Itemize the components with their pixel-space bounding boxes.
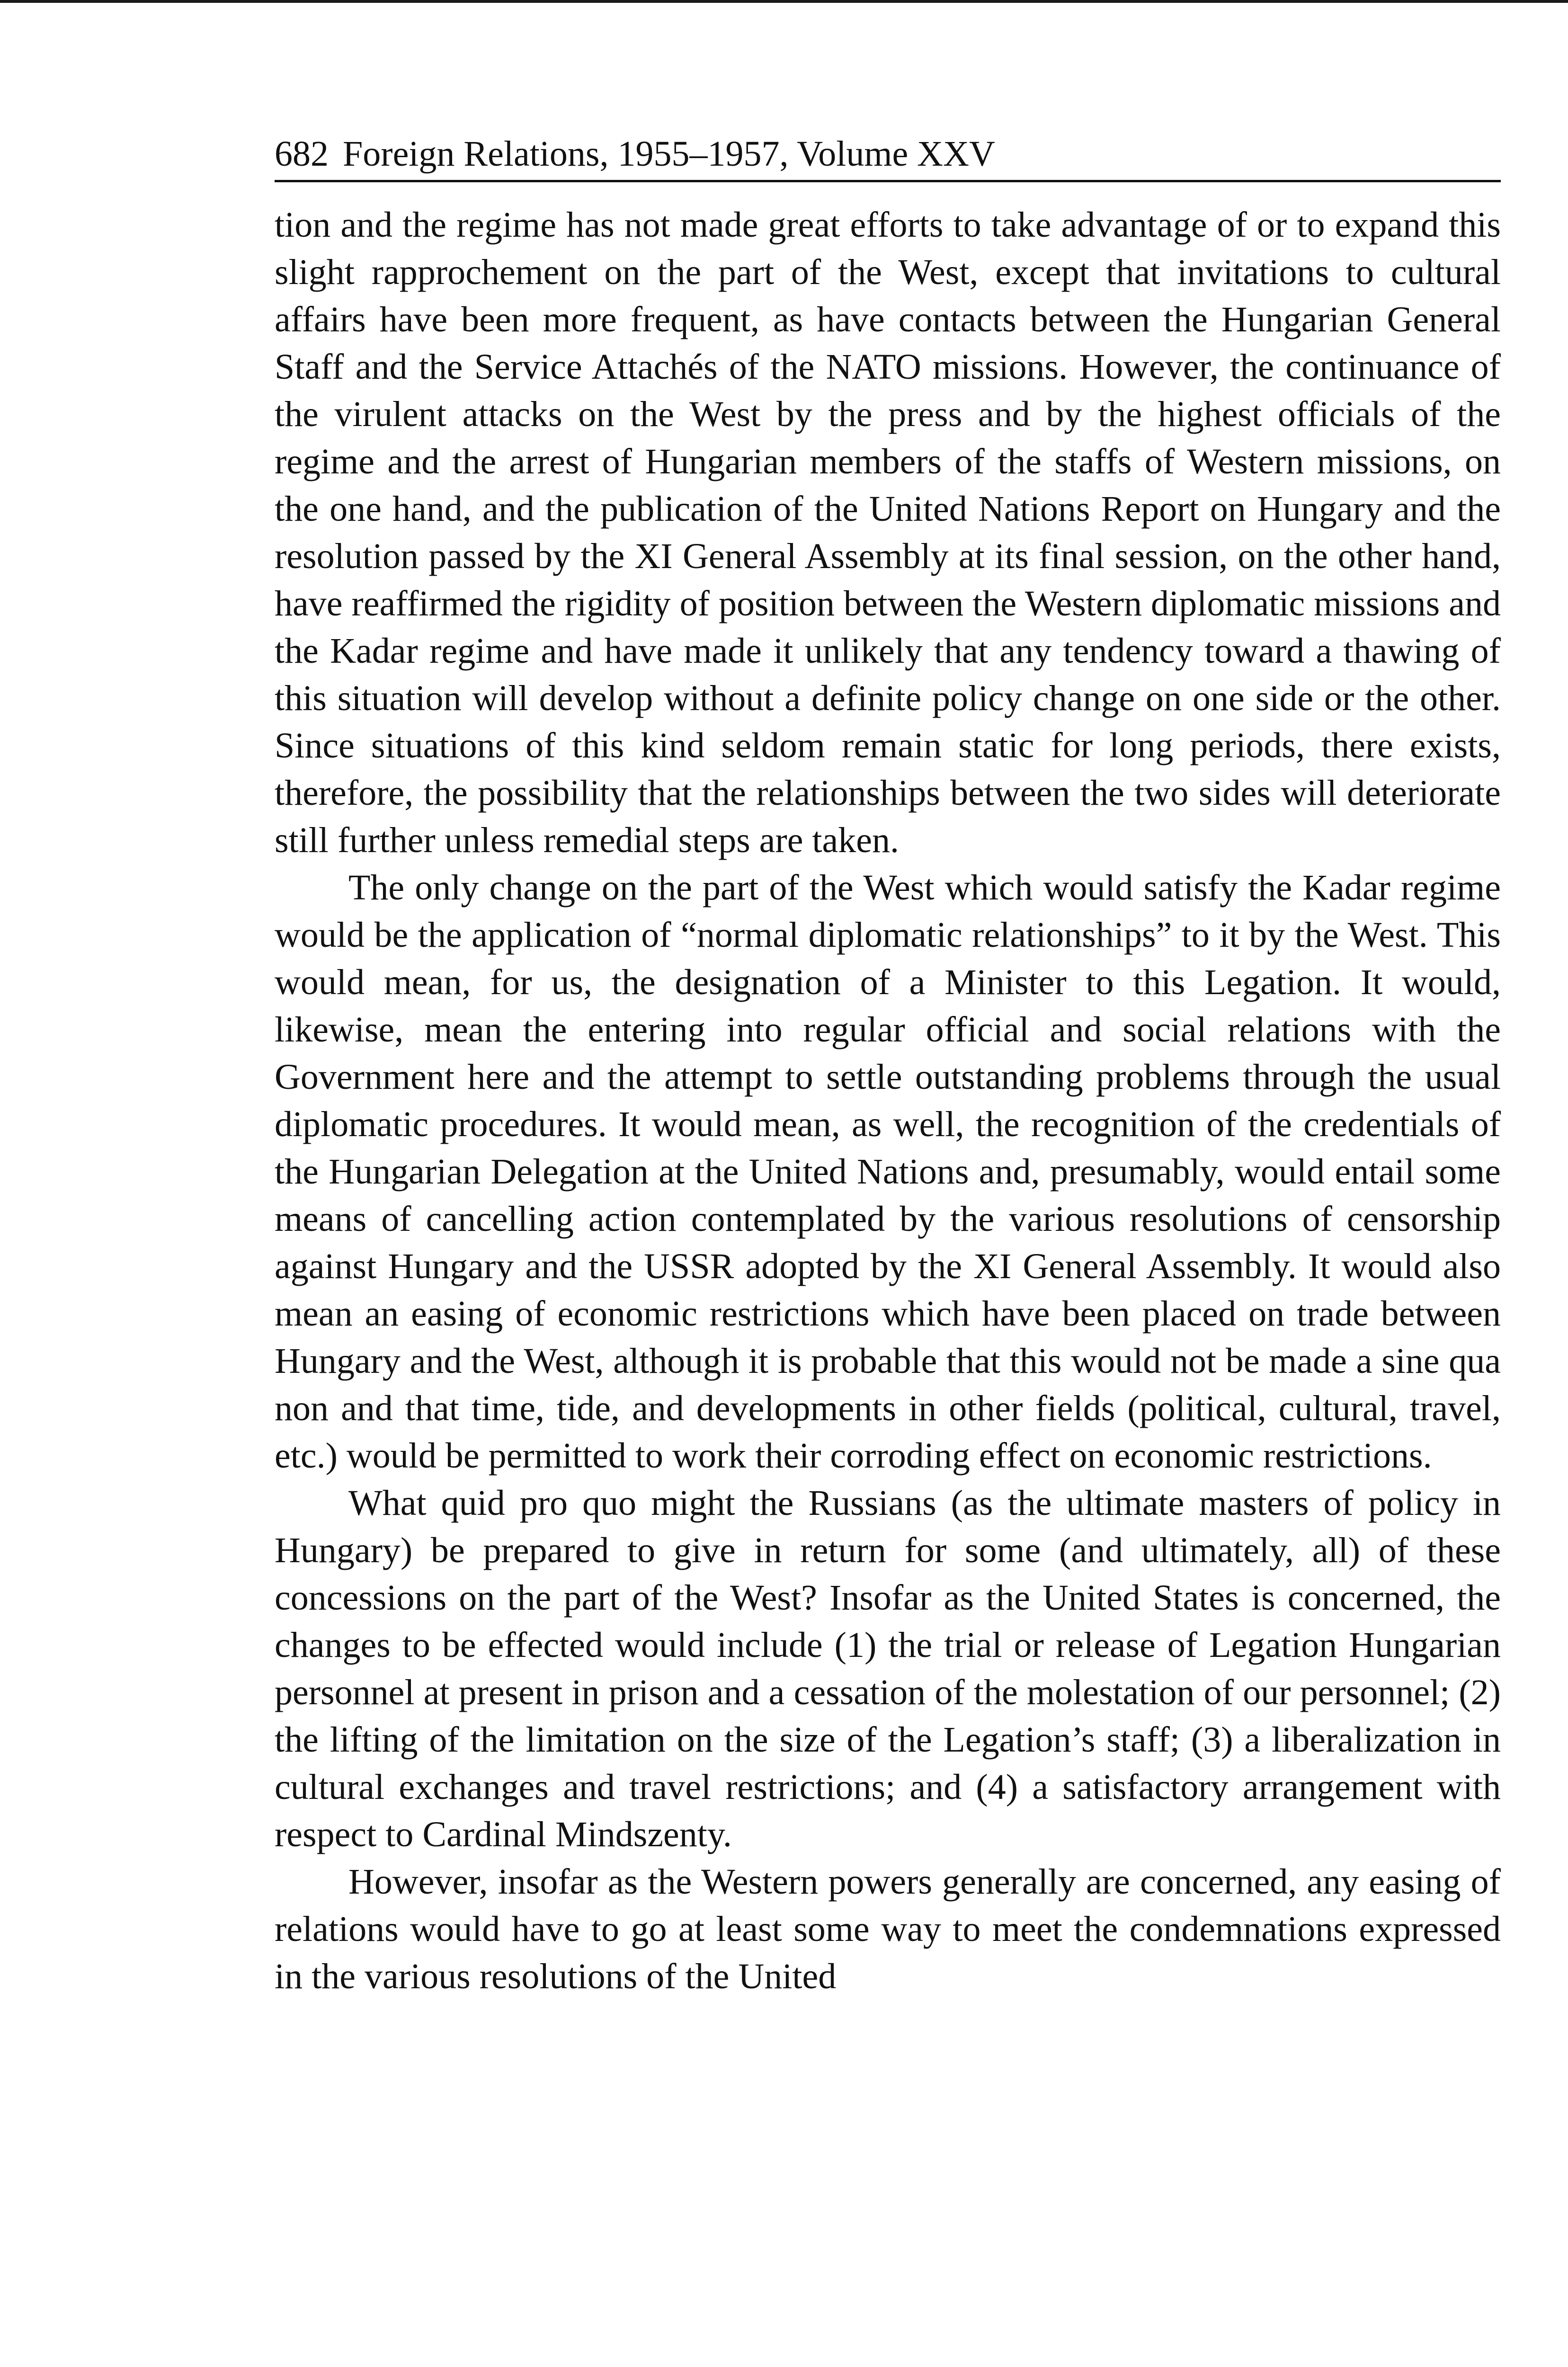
paragraph: The only change on the part of the West which would satisfy the Kadar regime would be the application of “normal diplomatic relationships” to it by the West. This would mean, for us, the designation of a Minister to this Legation. It would, likewise, mean the entering into regular official and social relations with the Government here and the attempt to settle outstanding problems through the usual diplomatic procedures. It would mean, as well, the recognition of the credentials of the Hungarian Delegation at the United Nations and, presumably, would entail some means of cancelling action contemplated by the various resolutions of censorship against Hungary and the USSR adopted by the XI General Assembly. It would also mean an easing of economic restrictions which have been placed on trade between Hungary and the West, although it is probable that this would not be made a sine qua non and that time, tide, and developments in other fields (political, cultural, travel, etc.) would be permitted to work their corroding effect on economic restrictions. bbox=[275, 868, 1501, 1476]
page-number: 682 bbox=[275, 134, 329, 174]
running-title: Foreign Relations, 1955–1957, Volume XXV bbox=[343, 134, 995, 174]
paragraph-continued: tion and the regime has not made great efforts to take advantage of or to expand this slight rapprochement on the part of the West, except that invitations to cultural affairs have been more frequent, as have contacts between the Hungarian General Staff and the Service Attachés of the NATO missions. However, the continuance of the virulent attacks on the West by the press and by the highest officials of the regime and the arrest of Hungarian members of the staffs of Western missions, on the one hand, and the publication of the United Nations Report on Hungary and the resolution passed by the XI General Assembly at its final session, on the other hand, have reaffirmed the rigidity of position between the Western diplomatic missions and the Kadar regime and have made it unlikely that any tendency toward a thawing of this situation will develop without a definite policy change on one side or the other. Since situations of this kind seldom remain static for long periods, there exists, therefore, the possibility that the relationships between the two sides will deteriorate still further unless remedial steps are taken. bbox=[275, 205, 1501, 860]
paragraph: However, insofar as the Western powers generally are concerned, any easing of relations would have to go at least some way to meet the condemnations expressed in the various resolutions of the United bbox=[275, 1862, 1501, 1996]
running-header bbox=[275, 128, 1501, 182]
paragraph: What quid pro quo might the Russians (as the ultimate masters of policy in Hungary) be prepared to give in return for some (and ultimately, all) of these concessions on the part of the West? Insofar as the United States is concerned, the changes to be effected would include (1) the trial or release of Legation Hungarian personnel at present in prison and a cessation of the molestation of our personnel; (2) the lifting of the limitation on the size of the Legation’s staff; (3) a liberalization in cultural exchanges and travel restrictions; and (4) a satisfactory arrangement with respect to Cardinal Mindszenty. bbox=[275, 1483, 1501, 1854]
document-page bbox=[275, 128, 1501, 2000]
body-text bbox=[275, 201, 1501, 2000]
scan-edge bbox=[0, 0, 1568, 3]
